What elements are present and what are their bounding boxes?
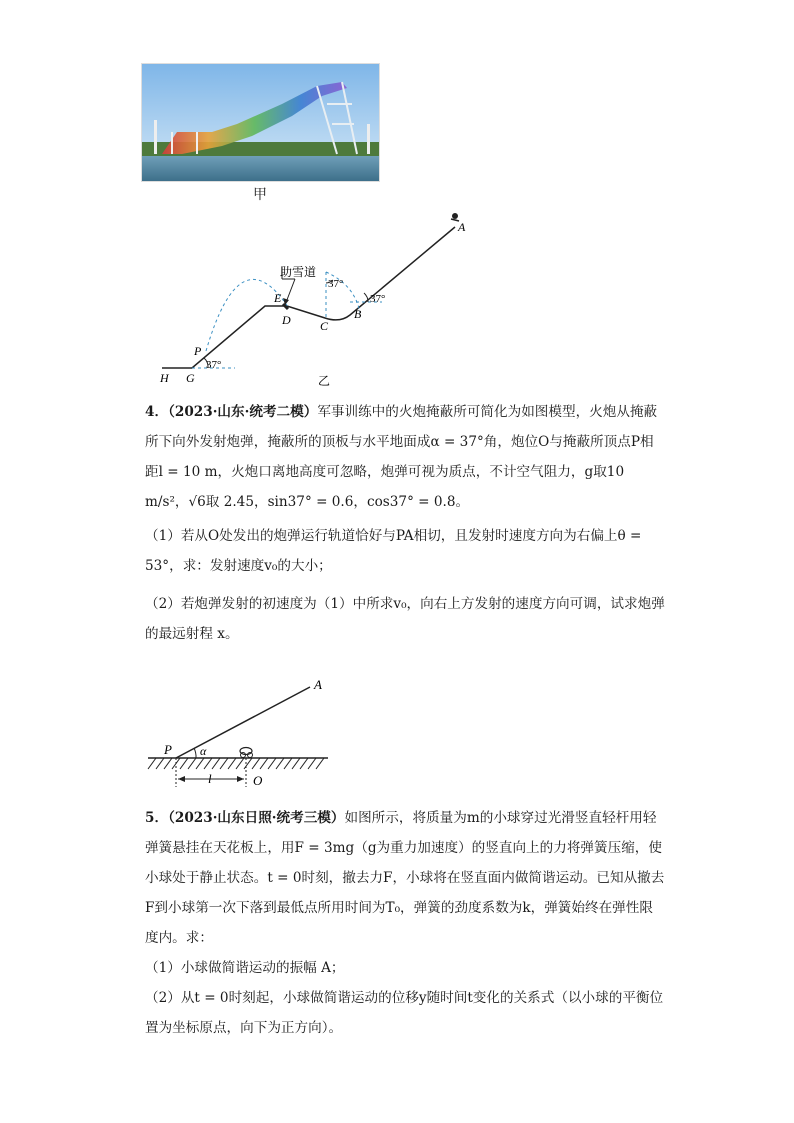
q4-label-P: P xyxy=(164,742,172,757)
q4-figure xyxy=(140,675,340,790)
q5-part2: （2）从t = 0时刻起，小球做简谐运动的位移y随时间t变化的关系式（以小球的平衡位置为坐标原点，向下为正方向）。 xyxy=(145,990,664,1036)
q4-source: （2023·山东·统考二模） xyxy=(168,404,318,420)
q4-stem xyxy=(145,397,665,517)
photo-caption: 甲 xyxy=(253,186,267,202)
angle-vertical: 37° xyxy=(328,278,344,290)
q5-source: （2023·山东日照·统考三模） xyxy=(168,810,345,826)
question-4 xyxy=(145,397,665,649)
track-profile xyxy=(162,227,455,368)
q4-label-O: O xyxy=(253,773,263,788)
q4-label-A: A xyxy=(314,677,322,692)
q5-text: 如图所示，将质量为m的小球穿过光滑竖直轻杆用轻弹簧悬挂在天花板上，用F = 3mg（g为重力加速度）的竖直向上的力将弹簧压缩，使小球处于静止状态。t = 0时刻，撤去力F，小球将在竖直面内做简谐运动。已知从撤去F到小球第一次下落到最低点所用时间为T₀，弹簧的劲度系数为k，弹簧始终在弹性限度内。求： xyxy=(145,810,665,946)
q4-text: 军事训练中的火炮掩蔽所可简化为如图模型，火炮从掩蔽所下向外发射炮弹，掩蔽所的顶板与水平地面成α = 37°角，炮位O与掩蔽所顶点P相距l = 10 m，火炮口离地高度可忽略，炮弹可视为质点，不计空气阻力，g取10 m/s²，√6取 2.45，sin37° = 0.6，cos37° = 0.8。 xyxy=(145,404,658,510)
q5-number: 5． xyxy=(145,810,169,826)
skier-icon xyxy=(452,213,458,219)
q5-part1: （1）小球做简谐运动的振幅 A； xyxy=(145,960,345,976)
q4-label-l: l xyxy=(208,771,212,786)
angle-lower: 37° xyxy=(206,359,222,371)
diagram-caption: 乙 xyxy=(318,374,331,388)
q4-part1: （1）若从O处发出的炮弹运行轨道恰好与PA相切，且发射时速度方向为右偏上θ = 53°，求：发射速度v₀的大小； xyxy=(145,528,642,574)
q4-part2: （2）若炮弹发射的初速度为（1）中所求v₀，向右上方发射的速度方向可调，试求炮弹的最远射程 x。 xyxy=(145,596,665,642)
label-E: E xyxy=(274,291,282,305)
label-P: P xyxy=(194,344,202,358)
q4-label-alpha: α xyxy=(200,744,207,758)
ski-jump-diagram xyxy=(150,205,490,395)
angle-upper: 37° xyxy=(370,293,386,305)
label-B: B xyxy=(354,307,362,321)
question-5 xyxy=(145,803,665,1043)
ski-jump-photo xyxy=(141,63,380,182)
label-G: G xyxy=(186,371,195,385)
q5-stem xyxy=(145,803,665,953)
label-A: A xyxy=(458,220,466,234)
label-C: C xyxy=(320,319,329,333)
label-H: H xyxy=(160,371,169,385)
label-D: D xyxy=(282,313,291,327)
q4-number: 4． xyxy=(145,404,169,420)
cannon-icon xyxy=(240,748,253,758)
ramp-label: 助雪道 xyxy=(280,265,317,279)
